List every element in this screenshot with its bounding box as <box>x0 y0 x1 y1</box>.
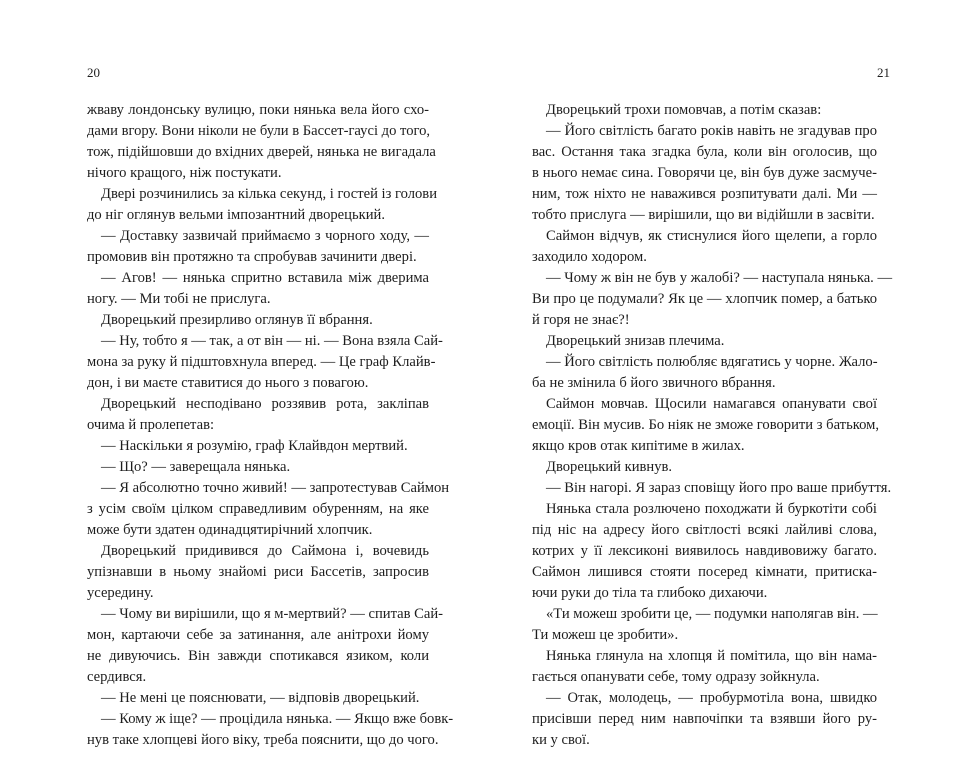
text-line: Дворецький знизав плечима. <box>546 333 725 349</box>
text-line: упізнавши в ньому знайомі риси Бассетів, запросив <box>87 564 429 580</box>
text-line: — Кому ж іще? — процідила нянька. — Якщо вже бовк- <box>101 711 454 727</box>
text-line: якщо кров отак кипітиме в жилах. <box>532 438 745 454</box>
text-line: нув таке хлопцеві його віку, треба пояснити, що до чого. <box>87 732 439 748</box>
text-line: тож, підійшовши до вхідних дверей, нянька не вигадала <box>87 144 436 160</box>
text-line: Дворецький кивнув. <box>546 459 673 475</box>
text-line: емоції. Він мусив. Бо ніяк не зможе говорити з батьком, <box>532 417 879 433</box>
text-line: Дворецький несподівано роззявив рота, закліпав <box>101 396 429 412</box>
text-line: в нього немає сина. Говорячи це, він був дуже засмуче- <box>532 165 877 181</box>
text-line: — Він нагорі. Я зараз сповіщу його про ваше прибуття. <box>546 480 892 496</box>
text-line: Нянька глянула на хлопця й помітила, що він нама- <box>546 648 877 664</box>
text-line: жваву лондонську вулицю, поки нянька вела його схо- <box>87 102 429 118</box>
text-line: Ти можеш це зробити». <box>532 627 679 643</box>
text-line: під ніс на адресу його світлості всякі лайливі слова, <box>532 522 877 538</box>
text-line: дами вгору. Вони ніколи не були в Бассет-гаусі до того, <box>87 123 431 139</box>
text-line: мона за руку й підштовхнула вперед. — Це граф Клайв- <box>87 354 436 370</box>
text-line: ногу. — Ми тобі не прислуга. <box>87 291 271 307</box>
text-line: ба не змінила б його звичного вбрання. <box>532 375 776 391</box>
text-line: — Отак, молодець, — пробурмотіла вона, швидко <box>546 690 877 706</box>
text-line: може бути здатен одинадцятирічний хлопчик. <box>87 522 373 538</box>
text-line: до ніг оглянув вельми імпозантний дворецький. <box>87 207 385 223</box>
text-line: — Чому ви вирішили, що я м-мертвий? — спитав Сай- <box>101 606 444 622</box>
text-line: промовив він протяжно та спробував зачинити двері. <box>87 249 417 265</box>
text-line: й горя не знає?! <box>532 312 630 328</box>
text-line: Саймон відчув, як стиснулися його щелепи, а горло <box>546 228 877 244</box>
text-line: Дворецький трохи помовчав, а потім сказав: <box>546 102 822 118</box>
text-line: ки у свої. <box>532 732 590 748</box>
text-line: Дворецький придивився до Саймона і, вочевидь <box>101 543 429 559</box>
text-line: Двері розчинились за кілька секунд, і гостей із голови <box>101 186 438 202</box>
text-line: котрих у її лексиконі виявилось навдивовижу багато. <box>532 543 877 559</box>
page-number-right: 21 <box>877 65 890 80</box>
text-line: — Агов! — нянька спритно вставила між дверима <box>101 270 429 286</box>
text-line: мон, картаючи себе за затинання, але анітрохи йому <box>87 627 429 643</box>
text-line: Дворецький презирливо оглянув її вбрання. <box>101 312 373 328</box>
text-line: присівши перед ним навпочіпки та взявши його ру- <box>532 711 877 727</box>
text-line: Ви про це подумали? Як це — хлопчик помер, а батько <box>532 291 877 307</box>
text-line: усередину. <box>87 585 154 601</box>
text-line: — Доставку зазвичай приймаємо з чорного ходу, — <box>101 228 429 244</box>
right-page <box>485 0 970 758</box>
text-line: — Чому ж він не був у жалобі? — наступала нянька. — <box>546 270 893 286</box>
text-line: сердився. <box>87 669 147 685</box>
text-line: з усім своїм цілком справедливим обуренням, на яке <box>87 501 429 517</box>
text-line: заходило ходором. <box>532 249 647 265</box>
text-line: нічого кращого, ніж постукати. <box>87 165 282 181</box>
text-line: тобто прислуга — вирішили, що ви відійшли в засвіти. <box>532 207 875 223</box>
text-line: ючи руки до тіла та глибоко дихаючи. <box>532 585 768 601</box>
text-line: дон, і ви маєте ставитися до нього з повагою. <box>87 375 369 391</box>
text-line: — Його світлість полюбляє вдягатись у чорне. Жало- <box>546 354 878 370</box>
text-line: очима й пролепетав: <box>87 417 215 433</box>
text-line: — Що? — заверещала нянька. <box>101 459 291 475</box>
text-line: гається опанувати себе, тому одразу зойкнула. <box>532 669 820 685</box>
text-line: «Ти можеш зробити це, — подумки наполягав він. — <box>546 606 878 622</box>
text-line: Саймон мовчав. Щосили намагався опанувати свої <box>546 396 877 412</box>
text-line: — Його світлість багато років навіть не згадував про <box>546 123 877 139</box>
text-line: Саймон лишився стояти посеред кімнати, притиска- <box>532 564 877 580</box>
page-number-left: 20 <box>87 65 100 80</box>
text-line: вас. Остання така згадка була, коли він оголосив, що <box>532 144 877 160</box>
text-line: — Наскільки я розумію, граф Клайвдон мертвий. <box>101 438 408 454</box>
text-line: не дивуючись. Він завжди спотикався язиком, коли <box>87 648 429 664</box>
text-line: ним, тож ніхто не наважився розпитувати далі. Ми — <box>532 186 877 202</box>
text-line: — Ну, тобто я — так, а от він — ні. — Вона взяла Сай- <box>101 333 443 349</box>
text-line: — Я абсолютно точно живий! — запротестував Саймон <box>101 480 450 496</box>
text-line: — Не мені це пояснювати, — відповів дворецький. <box>101 690 420 706</box>
text-line: Нянька стала розлючено походжати й буркотіти собі <box>546 501 877 517</box>
